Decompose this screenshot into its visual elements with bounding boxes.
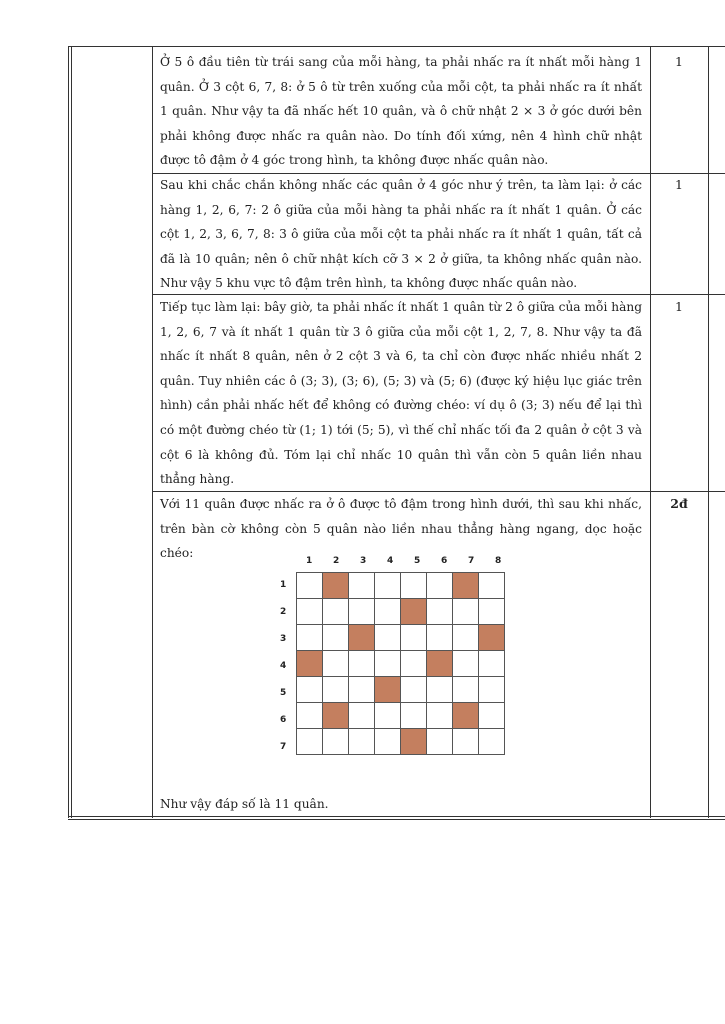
score-step-1: 1 (675, 54, 683, 69)
table-border-left (68, 47, 69, 818)
board-cell (478, 676, 505, 703)
table-border-bottom-double (68, 819, 725, 820)
board-cell (296, 572, 323, 599)
solution-step-2: Sau khi chắc chắn không nhấc các quân ở 4 góc như ý trên, ta làm lại: ở các hàng 1, 2, 6, 7: 2 ô giữa của mỗi hàng ta phải nhấc ra ít nhất 1 quân. Ở các cột 1, 2, 3, 6, 7, 8: 3 ô giữa của mỗi cột ta phải nhấc ra ít nhất 1 quân, tất cả đã là 10 quân; nên ô chữ nhật kích cỡ 3 × 2 ở giữa, ta không nhấc quân nào. Như vậy 5 khu vực tô đậm trên hình, ta không được nhấc quân nào. (160, 178, 642, 291)
board-cell (400, 650, 427, 677)
board-cell (452, 650, 479, 677)
board-cell (322, 650, 349, 677)
board-cell (426, 728, 453, 755)
board-cell (452, 676, 479, 703)
board-row-label: 7 (280, 742, 287, 752)
board-cell (374, 702, 401, 729)
board-row-label: 2 (280, 607, 287, 617)
board-cell-removed (426, 650, 453, 677)
board-cell (322, 598, 349, 625)
board-cell-removed (374, 676, 401, 703)
board-cell-removed (452, 572, 479, 599)
board-cell (400, 572, 427, 599)
board-cell (400, 624, 427, 651)
board-cell-removed (322, 572, 349, 599)
board-cell (374, 650, 401, 677)
board-cell (374, 728, 401, 755)
board-cell (426, 702, 453, 729)
board-cell-removed (400, 598, 427, 625)
board-row-label: 3 (280, 634, 287, 644)
score-step-4: 2đ (670, 496, 688, 511)
board-cell (348, 572, 375, 599)
solution-step-3: Tiếp tục làm lại: bây giờ, ta phải nhấc ít nhất 1 quân từ 2 ô giữa của mỗi hàng 1, 2, 6, 7 và ít nhất 1 quân từ 3 ô giữa của mỗi cột 1, 2, 7, 8. Như vậy ta đã nhấc ít nhất 8 quân, nên ở 2 cột 3 và 6, ta chỉ còn được nhấc nhiều nhất 2 quân. Tuy nhiên các ô (3; 3), (3; 6), (5; 3) và (5; 6) (được ký hiệu lục giác trên hình) cần phải nhấc hết để không có đường chéo: ví dụ ô (3; 3) nếu để lại thì có một đường chéo từ (1; 1) tới (5; 5), vì thế chỉ nhấc tối đa 2 quân ở cột 3 và cột 6 là không đủ. Tóm lại chỉ nhấc 10 quân thì vẫn còn 5 quân liền nhau thẳng hàng. (160, 300, 642, 487)
board-cell (426, 598, 453, 625)
final-answer: Như vậy đáp số là 11 quân. (160, 797, 329, 811)
solution-step-1: Ở 5 ô đầu tiên từ trái sang của mỗi hàng, ta phải nhấc ra ít nhất mỗi hàng 1 quân. Ở 3 cột 6, 7, 8: ở 5 ô từ trên xuống của mỗi cột, ta phải nhấc ra ít nhất 1 quân. Như vậy ta đã nhấc hết 10 quân, và ô chữ nhật 2 × 3 ở góc dưới bên phải không được nhấc ra quân nào. Do tính đối xứng, nên 4 hình chữ nhật được tô đậm ở 4 góc trong hình, ta không được nhấc quân nào. (160, 55, 642, 168)
board-cell (322, 676, 349, 703)
board-cell (478, 702, 505, 729)
board-cell (478, 572, 505, 599)
board-column-label: 5 (414, 556, 421, 566)
table-border-left-inner (71, 47, 72, 818)
column-divider (650, 47, 651, 818)
board-cell (296, 728, 323, 755)
board-cell (296, 598, 323, 625)
board-cell (348, 676, 375, 703)
board-cell (296, 702, 323, 729)
board-cell-removed (400, 728, 427, 755)
board-cell (400, 702, 427, 729)
board-cell (374, 572, 401, 599)
board-cell (322, 624, 349, 651)
board-cell-removed (478, 624, 505, 651)
board-column-label: 8 (495, 556, 502, 566)
board-cell (348, 650, 375, 677)
board-column-label: 4 (387, 556, 394, 566)
board-cell-removed (322, 702, 349, 729)
board-column-label: 3 (360, 556, 367, 566)
board-cell (348, 728, 375, 755)
board-cell (426, 572, 453, 599)
board-row-label: 1 (280, 580, 287, 590)
board-cell (400, 676, 427, 703)
board-cell (348, 702, 375, 729)
board-cell (426, 624, 453, 651)
board-column-label: 1 (306, 556, 313, 566)
board-cell (452, 624, 479, 651)
board-column-label: 6 (441, 556, 448, 566)
board-cell (452, 728, 479, 755)
board-cell (348, 598, 375, 625)
board-row-label: 4 (280, 661, 287, 671)
board-cell-removed (348, 624, 375, 651)
board-cell (426, 676, 453, 703)
solution-step-4: Với 11 quân được nhấc ra ở ô được tô đậm trong hình dưới, thì sau khi nhấc, trên bàn cờ không còn 5 quân nào liền nhau thẳng hàng ngang, dọc hoặc chéo: (160, 497, 642, 561)
board-cell-removed (296, 650, 323, 677)
board-cell (374, 598, 401, 625)
board-cell (296, 676, 323, 703)
column-divider (152, 47, 153, 818)
score-step-3: 1 (675, 299, 683, 314)
board-row-label: 5 (280, 688, 287, 698)
board-cell (322, 728, 349, 755)
board-row-label: 6 (280, 715, 287, 725)
board-cell (452, 598, 479, 625)
board-cell (478, 728, 505, 755)
column-divider (708, 47, 709, 818)
board-cell (296, 624, 323, 651)
board-column-label: 2 (333, 556, 340, 566)
score-step-2: 1 (675, 177, 683, 192)
board-cell-removed (452, 702, 479, 729)
board-column-label: 7 (468, 556, 475, 566)
board-cell (478, 598, 505, 625)
board-cell (478, 650, 505, 677)
board-cell (374, 624, 401, 651)
